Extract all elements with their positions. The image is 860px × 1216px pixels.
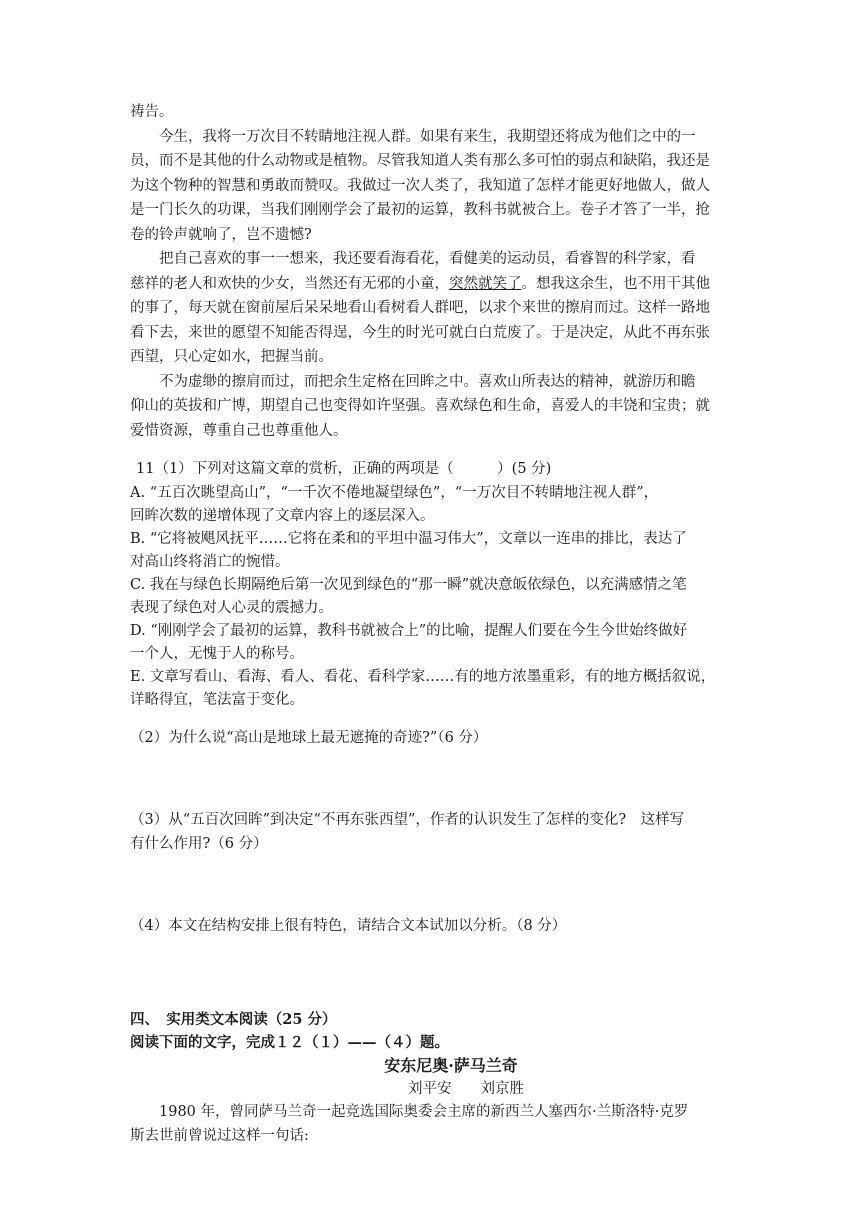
text-segment: 慈祥的老人和欢快的少女，当然还有无邪的小童， xyxy=(130,275,449,292)
text-line: 为这个物种的智慧和勇敢而赞叹。我做过一次人类了，我知道了怎样才能更好地做人，做人 xyxy=(130,177,710,194)
article-authors: 刘平安 刘京胜 xyxy=(408,1080,524,1097)
option-b xyxy=(130,528,732,574)
question-11-4: （4）本文在结构安排上很有特色，请结合文本试加以分析。（8 分） xyxy=(130,917,567,934)
option-a xyxy=(130,482,732,528)
option-e xyxy=(130,666,732,712)
paragraph-2 xyxy=(130,247,732,370)
text-line: 斯去世前曾说过这样一句话: xyxy=(130,1128,309,1144)
text-line: 一个人，无愧于人的称号。 xyxy=(130,645,304,662)
text-line: C. 我在与绿色长期隔绝后第一次见到绿色的“那一瞬”就决意皈依绿色，以充满感情之笔 xyxy=(130,576,687,593)
question-11-1 xyxy=(130,457,732,712)
text-line: 回眸次数的递增体现了文章内容上的逐层深入。 xyxy=(130,507,435,524)
section-heading: 四、 实用类文本阅读（25 分） xyxy=(130,1010,337,1028)
paragraph-tail: 祷告。 xyxy=(130,104,174,120)
text-line: 把自己喜欢的事一一想来，我还要看海看花，看健美的运动员，看睿智的科学家，看 xyxy=(159,251,696,267)
text-line xyxy=(130,272,732,297)
text-line: 1980 年，曾同萨马兰奇一起竞选国际奥委会主席的新西兰人塞西尔·兰斯洛特·克罗 xyxy=(159,1103,689,1120)
text-line: 是一门长久的功课，当我们刚刚学会了最初的运算，教科书就被合上。卷子才答了一半，抢 xyxy=(130,202,710,218)
text-line: 卷的铃声就响了，岂不遗憾? xyxy=(130,226,312,243)
article-title: 安东尼奥·萨马兰奇 xyxy=(384,1055,518,1075)
text-line: 对高山终将消亡的惋惜。 xyxy=(130,553,290,570)
text-line: 表现了绿色对人心灵的震撼力。 xyxy=(130,599,333,616)
text-line: 不为虚缈的擦肩而过，而把余生定格在回眸之中。喜欢山所表达的精神，就游历和瞻 xyxy=(159,373,696,390)
text-line: B. “它将被飓风抚平……它将在柔和的平坦中温习伟大”，文章以一连串的排比，表达了 xyxy=(130,530,687,547)
text-line: D. “刚刚学会了最初的运算，教科书就被合上”的比喻，提醒人们要在今生今世始终做好 xyxy=(130,622,688,639)
question-11-3-line2: 有什么作用?（6 分） xyxy=(130,835,268,852)
option-d xyxy=(130,620,732,666)
section-4 xyxy=(130,1008,732,1149)
text-line: 的事了，每天就在窗前屋后呆呆地看山看树看人群吧，以求个来世的擦肩而过。这样一路地 xyxy=(130,300,710,316)
text-line: 今生，我将一万次目不转睛地注视人群。如果有来生，我期望还将成为他们之中的一 xyxy=(159,128,696,145)
section-instruction: 阅读下面的文字，完成１２（１）——（４）题。 xyxy=(130,1033,449,1051)
text-line: 看下去，来世的愿望不知能否得逞，今生的时光可就白白荒废了。于是决定，从此不再东张 xyxy=(130,324,710,341)
text-line: 员，而不是其他的什么动物或是植物。尽管我知道人类有那么多可怕的弱点和缺陷，我还是 xyxy=(130,153,710,169)
text-line: E. 文章写看山、看海、看人、看花、看科学家……有的地方浓墨重彩，有的地方概括叙说， xyxy=(130,668,716,685)
text-line: 详略得宜，笔法富于变化。 xyxy=(130,691,304,708)
paragraph-3 xyxy=(130,370,732,444)
text-segment: 。想我这余生，也不用干其他 xyxy=(521,275,710,292)
text-line: 仰山的英拔和广博，期望自己也变得如许坚强。喜欢绿色和生命，喜爱人的丰饶和宝贵；就 xyxy=(130,398,710,414)
text-line: 西望，只心定如水，把握当前。 xyxy=(130,349,333,365)
text-line: A. “五百次眺望高山”，“一千次不倦地凝望绿色”，“一万次目不转睛地注视人群”， xyxy=(130,484,659,501)
text-line: 爱惜资源，尊重自己也尊重他人。 xyxy=(130,422,348,439)
option-c xyxy=(130,574,732,620)
document-page xyxy=(130,100,732,1149)
question-11-3-line1: （3）从“五百次回眸”到决定“不再东张西望”，作者的认识发生了怎样的变化? 这样写 xyxy=(130,811,685,828)
paragraph-1 xyxy=(130,125,732,248)
underlined-phrase: 突然就笑了 xyxy=(449,275,522,292)
question-11-2: （2）为什么说“高山是地球上最无遮掩的奇迹?”（6 分） xyxy=(130,729,488,746)
question-stem: 11（1）下列对这篇文章的赏析，正确的两项是（ ）(5 分) xyxy=(136,461,552,477)
